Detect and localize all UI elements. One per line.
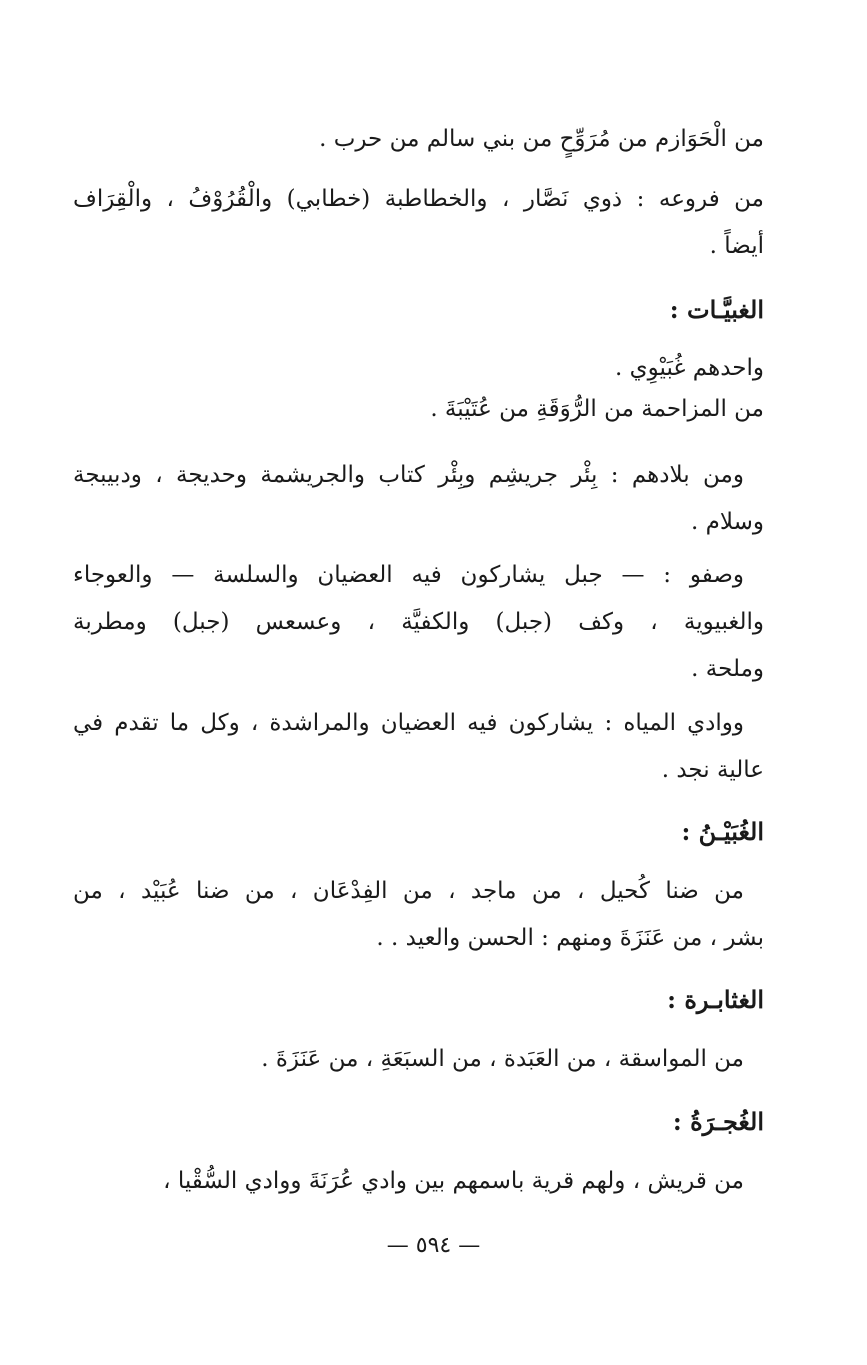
text-line: بشر ، من عَنَزَةَ ومنهم : الحسن والعيد . . xyxy=(376,925,764,951)
section-heading: الغثابـرة : xyxy=(667,985,764,1014)
text-line: ومن بلادهم : بِئْر جريشِم وبِئْر كتاب والجريشمة وحديجة ، ودبيبجة xyxy=(73,462,744,488)
paragraph-hawazim xyxy=(73,116,764,163)
paragraph-ghujra xyxy=(73,1158,764,1205)
text-line: من قريش ، ولهم قرية باسمهم بين وادي عُرَنَةَ ووادي السُّقْيا ، xyxy=(163,1168,744,1194)
text-line: والغبيوية ، وكف (جبل) والكفيَّة ، وعسعس (جبل) ومطربة xyxy=(73,609,764,635)
text-line: أيضاً . xyxy=(709,233,764,259)
text-line: واحدهم غُبَيْوِي . xyxy=(615,355,764,381)
paragraph-branches xyxy=(73,176,764,270)
text-line: عالية نجد . xyxy=(661,757,764,783)
text-line: من الْحَوَازم من مُرَوِّحٍ من بني سالم من حرب . xyxy=(319,126,764,152)
section-heading: الغُجـرَةُ : xyxy=(672,1107,764,1136)
text-line: من المزاحمة من الرُّوَقَةِ من عُتَيْبَةَ . xyxy=(430,396,764,422)
page-number: — ٥٩٤ — xyxy=(386,1233,481,1258)
text-line: وملحة . xyxy=(691,656,764,682)
text-line: وسلام . xyxy=(691,509,764,535)
text-line: من فروعه : ذوي نَصَّار ، والخطاطبة (خطابي) والْقُرُوْفُ ، والْقِرَاف xyxy=(73,186,764,212)
paragraph-wadi xyxy=(73,700,764,794)
paragraph-ghubayn xyxy=(73,868,764,962)
text-line: ووادي المياه : يشاركون فيه العضيان والمراشدة ، وكل ما تقدم في xyxy=(73,710,744,736)
paragraph-safw xyxy=(73,552,764,693)
text-line: من ضنا كُحيل ، من ماجد ، من الفِدْعَان ، من ضنا عُبَيْد ، من xyxy=(73,878,744,904)
text-line: وصفو : — جبل يشاركون فيه العضيان والسلسة — والعوجاء xyxy=(73,562,744,588)
paragraph-ghubayyat xyxy=(73,348,764,430)
paragraph-lands xyxy=(73,452,764,546)
paragraph-ghathabira xyxy=(73,1036,764,1083)
section-heading: الغُبَيْـنُ : xyxy=(681,817,764,846)
section-heading: الغبيَّـات : xyxy=(669,295,764,324)
text-line: من المواسقة ، من العَبَدة ، من السبَعَةِ ، من عَنَزَةَ . xyxy=(261,1046,744,1072)
